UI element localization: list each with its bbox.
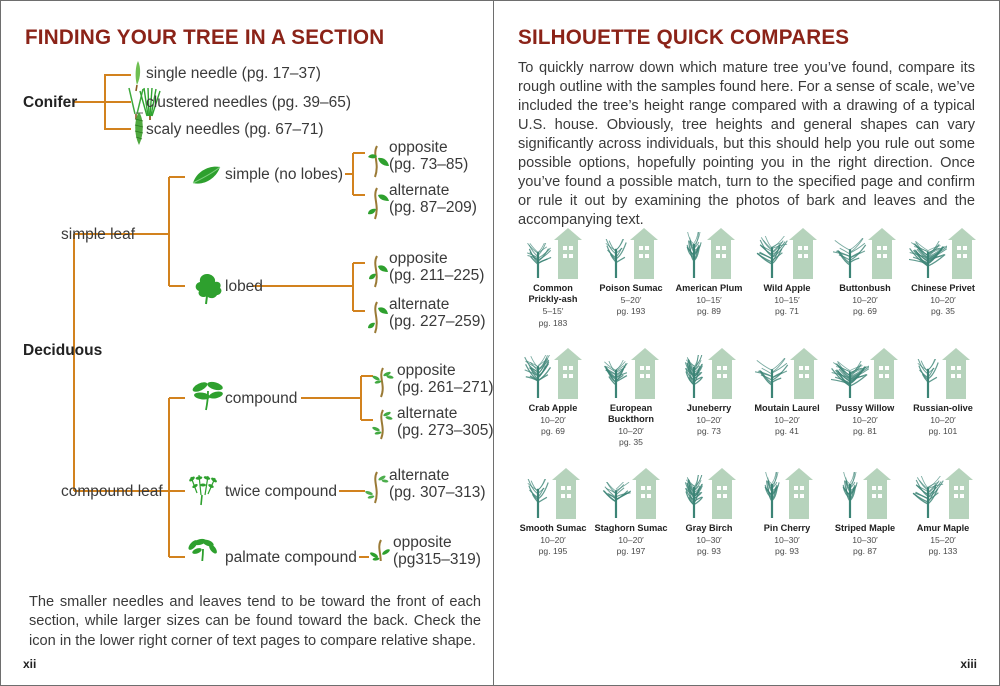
leaf-label-line2: (pg. 307–313) xyxy=(389,484,486,502)
node-compound: compound xyxy=(225,390,298,407)
tree-height-range: 10–20′ xyxy=(852,415,878,425)
silhouette-pair xyxy=(904,463,982,519)
silhouette-pair xyxy=(904,343,982,399)
tree-identification-diagram xyxy=(1,1,494,569)
tree-page-ref: pg. 89 xyxy=(697,306,721,317)
tree-silhouette-icon xyxy=(912,476,944,519)
house-silhouette-icon xyxy=(706,227,736,279)
tree-page-ref: pg. 73 xyxy=(697,426,721,437)
palmate-compound-leaf-icon xyxy=(187,538,218,561)
house-silhouette-icon xyxy=(631,467,661,519)
silhouette-cell[interactable] xyxy=(592,343,670,449)
tree-name: Buttonbush xyxy=(839,283,891,293)
house-silhouette-icon xyxy=(788,227,818,279)
silhouette-cell[interactable] xyxy=(670,223,748,329)
house-silhouette-icon xyxy=(941,347,971,399)
leaf-label-line1: alternate xyxy=(389,182,450,199)
tree-name: European Buckthorn xyxy=(608,402,654,424)
opposite-twig-icon xyxy=(372,368,394,397)
intro-paragraph: To quickly narrow down which mature tree you’ve found, compare its rough outline with the samples found here. For a sense of scale, we’ve included the tree’s height range compared with a drawing of a typical U.S. house. Obviously, tree heights and general shapes can vary significantly across individuals, but this should help you rule out some possible options, hopefully pointing you in the right direction. Once you’ve found a possible match, turn to the specified page and confirm or rule it out by examining the photos of bark and leaves and the accompanying text. xyxy=(518,60,975,229)
tree-silhouette-icon xyxy=(909,241,947,279)
silhouette-pair xyxy=(826,343,904,399)
node-deciduous: Deciduous xyxy=(23,342,103,359)
silhouette-pair xyxy=(592,223,670,279)
house-silhouette-icon xyxy=(629,227,659,279)
node-compound-leaf: compound leaf xyxy=(61,483,163,500)
tree-page-ref: pg. 183 xyxy=(538,317,568,328)
compound-leaf-icon xyxy=(191,380,223,410)
tree-height-range: 10–20′ xyxy=(540,415,566,425)
tree-height-range: 10–30′ xyxy=(774,534,800,545)
silhouette-cell[interactable] xyxy=(514,343,592,449)
leaf-label-line1: opposite xyxy=(397,362,456,379)
tree-height-range: 10–20′ xyxy=(930,415,956,425)
single-needle-icon xyxy=(136,61,141,91)
tree-silhouette-icon xyxy=(838,472,862,519)
silhouette-cell[interactable] xyxy=(592,463,670,558)
leaf-twice-alternate xyxy=(389,467,486,502)
leaf-lobed-alternate xyxy=(389,296,486,331)
left-page xyxy=(1,1,494,685)
leaf-simple-opposite xyxy=(389,139,468,174)
silhouette-cell[interactable] xyxy=(748,343,826,449)
tree-height-range: 10–20′ xyxy=(852,295,878,306)
silhouette-pair xyxy=(592,343,670,399)
leaf-label-line1: opposite xyxy=(393,534,452,551)
tree-name: Chinese Privet xyxy=(911,283,975,293)
leaf-lobed-opposite xyxy=(389,250,484,285)
leaf-label-line2: (pg. 87–209) xyxy=(389,199,477,217)
folio-left: xii xyxy=(23,657,37,671)
tree-name: Russian-olive xyxy=(913,402,973,413)
alternate-twig-icon xyxy=(368,188,389,219)
tree-name: Amur Maple xyxy=(916,522,970,533)
tree-name: Crab Apple xyxy=(528,402,578,413)
house-silhouette-icon xyxy=(707,467,737,519)
tree-page-ref: pg. 87 xyxy=(853,545,877,556)
left-page-note: The smaller needles and leaves tend to be toward the front of each section, while larger sizes can be found toward the back. Check the icon in the lower right corner of text pages to compare relative shape. xyxy=(29,594,481,649)
silhouette-cell[interactable] xyxy=(592,223,670,329)
leaf-label-line1: alternate xyxy=(397,405,458,422)
right-page xyxy=(494,1,999,685)
leaf-simple-alternate xyxy=(389,182,477,217)
silhouette-cell[interactable] xyxy=(904,223,982,329)
lobed-leaf-icon xyxy=(196,274,222,304)
tree-height-range: 10–20′ xyxy=(930,295,956,306)
house-silhouette-icon xyxy=(867,227,897,279)
tree-height-range: 10–20′ xyxy=(696,415,722,425)
tree-silhouette-icon xyxy=(602,360,630,399)
tree-silhouette-icon xyxy=(755,358,789,399)
tree-height-range: 10–20′ xyxy=(618,426,644,437)
silhouette-cell[interactable] xyxy=(670,343,748,449)
leaf-label-line2: (pg315–319) xyxy=(393,551,481,569)
house-silhouette-icon xyxy=(553,227,583,279)
silhouette-cell[interactable] xyxy=(748,223,826,329)
leaf-label-line1: opposite xyxy=(389,250,448,267)
silhouette-row xyxy=(514,343,982,449)
tree-page-ref: pg. 35 xyxy=(619,437,643,448)
silhouette-pair xyxy=(592,463,670,519)
node-simple-no-lobes: simple (no lobes) xyxy=(225,166,344,183)
tree-silhouette-icon xyxy=(833,238,867,279)
opposite-twig-icon xyxy=(368,146,389,177)
silhouette-pair xyxy=(514,223,592,279)
tree-silhouette-icon xyxy=(523,355,553,399)
tree-name: Juneberry xyxy=(686,402,732,413)
silhouette-pair xyxy=(514,343,592,399)
tree-page-ref: pg. 195 xyxy=(538,545,568,556)
leaf-compound-opposite xyxy=(397,362,494,397)
tree-page-ref: pg. 71 xyxy=(775,306,799,317)
tree-silhouette-icon xyxy=(525,479,551,519)
opposite-twig-icon xyxy=(369,256,388,287)
tree-silhouette-icon xyxy=(756,236,788,279)
tree-name: American Plum xyxy=(675,283,743,293)
tree-silhouette-icon xyxy=(601,482,631,519)
silhouette-cell[interactable] xyxy=(826,223,904,329)
node-twice-compound: twice compound xyxy=(225,483,338,500)
tree-height-range: 10–20′ xyxy=(618,534,644,545)
twice-compound-leaf-icon xyxy=(188,475,217,505)
silhouette-row xyxy=(514,223,982,329)
silhouette-pair xyxy=(748,223,826,279)
tree-page-ref: pg. 93 xyxy=(697,545,721,556)
house-silhouette-icon xyxy=(947,227,977,279)
house-silhouette-icon xyxy=(869,347,899,399)
leaf-label-line2: (pg. 227–259) xyxy=(389,313,486,331)
tree-page-ref: pg. 81 xyxy=(853,426,877,437)
tree-height-range: 5–20′ xyxy=(620,295,642,306)
tree-name: Gray Birch xyxy=(685,522,733,533)
tree-page-ref: pg. 101 xyxy=(928,426,958,437)
tree-height-range: 5–15′ xyxy=(542,306,564,317)
tree-height-range: 15–20′ xyxy=(930,534,956,545)
silhouette-cell[interactable] xyxy=(904,343,982,449)
tree-silhouette-icon xyxy=(831,361,869,399)
tree-page-ref: pg. 69 xyxy=(541,426,565,437)
tree-name: Poison Sumac xyxy=(599,283,663,293)
alternate-twig-icon xyxy=(372,410,393,439)
silhouette-pair xyxy=(670,463,748,519)
tree-silhouette-icon xyxy=(915,359,941,399)
tree-height-range: 10–20′ xyxy=(540,534,566,545)
tree-height-range: 10–15′ xyxy=(696,295,722,306)
tree-page-ref: pg. 93 xyxy=(775,545,799,556)
silhouette-cell[interactable] xyxy=(826,463,904,558)
node-simple-leaf: simple leaf xyxy=(61,226,136,243)
node-lobed: lobed xyxy=(225,278,263,295)
node-palmate-compound: palmate compound xyxy=(225,549,357,566)
house-silhouette-icon xyxy=(707,347,737,399)
leaf-label-line1: alternate xyxy=(389,467,450,484)
house-silhouette-icon xyxy=(630,347,660,399)
silhouette-cell[interactable] xyxy=(670,463,748,558)
silhouette-cell[interactable] xyxy=(826,343,904,449)
simple-leaf-icon xyxy=(193,167,220,184)
leaf-label-line2: (pg. 73–85) xyxy=(389,156,469,174)
silhouette-row xyxy=(514,463,982,558)
silhouette-pair xyxy=(826,463,904,519)
alternate-twig-icon xyxy=(368,302,388,333)
leaf-label-line2: (pg. 261–271) xyxy=(397,379,494,397)
tree-page-ref: pg. 69 xyxy=(853,306,877,317)
right-page-content xyxy=(518,25,975,230)
leaf-label-line2: (pg. 211–225) xyxy=(389,267,485,285)
node-clustered-needles: clustered needles (pg. 39–65) xyxy=(146,94,352,111)
tree-name: Striped Maple xyxy=(834,522,896,533)
silhouette-cell[interactable] xyxy=(514,463,592,558)
tree-silhouette-icon xyxy=(603,239,629,279)
alternate-twig-icon xyxy=(365,472,389,503)
tree-height-range: 10–20′ xyxy=(774,415,800,425)
silhouette-pair xyxy=(826,223,904,279)
silhouette-cell[interactable] xyxy=(748,463,826,558)
tree-silhouette-icon xyxy=(682,232,706,279)
leaf-label-line1: alternate xyxy=(389,296,450,313)
leaf-label-line2: (pg. 273–305) xyxy=(397,422,494,440)
leaf-palmate-opposite xyxy=(393,534,481,569)
tree-page-ref: pg. 35 xyxy=(931,306,955,317)
tree-name: Pussy Willow xyxy=(835,402,895,413)
silhouette-cell[interactable] xyxy=(904,463,982,558)
tree-name: Moutain Laurel xyxy=(754,402,820,413)
house-silhouette-icon xyxy=(862,467,892,519)
node-scaly-needles: scaly needles (pg. 67–71) xyxy=(146,121,324,138)
silhouette-grid xyxy=(514,223,982,571)
leaf-label-line1: opposite xyxy=(389,139,448,156)
page-title: SILHOUETTE QUICK COMPARES xyxy=(518,25,850,49)
house-silhouette-icon xyxy=(553,347,583,399)
tree-silhouette-icon xyxy=(681,475,707,519)
leaf-compound-alternate xyxy=(397,405,494,440)
tree-height-range: 10–15′ xyxy=(774,295,800,306)
tree-page-ref: pg. 193 xyxy=(616,306,646,317)
silhouette-pair xyxy=(748,343,826,399)
tree-silhouette-icon xyxy=(681,355,707,399)
node-single-needle: single needle (pg. 17–37) xyxy=(146,65,321,82)
opposite-twig-icon xyxy=(369,540,390,561)
silhouette-pair xyxy=(670,343,748,399)
tree-height-range: 10–30′ xyxy=(852,534,878,545)
tree-name: Common Prickly-ash xyxy=(528,283,578,305)
tree-height-range: 10–30′ xyxy=(696,534,722,545)
house-silhouette-icon xyxy=(944,467,974,519)
tree-name: Smooth Sumac xyxy=(519,522,587,533)
node-conifer: Conifer xyxy=(23,94,78,111)
tree-page-ref: pg. 133 xyxy=(928,545,958,556)
tree-name: Staghorn Sumac xyxy=(594,522,668,533)
page-title: FINDING YOUR TREE IN A SECTION xyxy=(25,25,385,49)
silhouette-pair xyxy=(670,223,748,279)
tree-page-ref: pg. 41 xyxy=(775,426,799,437)
tree-name: Pin Cherry xyxy=(763,522,811,533)
folio-right: xiii xyxy=(960,657,977,671)
tree-silhouette-icon xyxy=(523,243,553,279)
tree-name: Wild Apple xyxy=(763,283,811,293)
silhouette-cell[interactable] xyxy=(514,223,592,329)
house-silhouette-icon xyxy=(789,347,819,399)
tree-silhouette-icon xyxy=(760,472,784,519)
silhouette-pair xyxy=(904,223,982,279)
house-silhouette-icon xyxy=(784,467,814,519)
tree-page-ref: pg. 197 xyxy=(616,545,646,556)
silhouette-pair xyxy=(748,463,826,519)
silhouette-pair xyxy=(514,463,592,519)
house-silhouette-icon xyxy=(551,467,581,519)
